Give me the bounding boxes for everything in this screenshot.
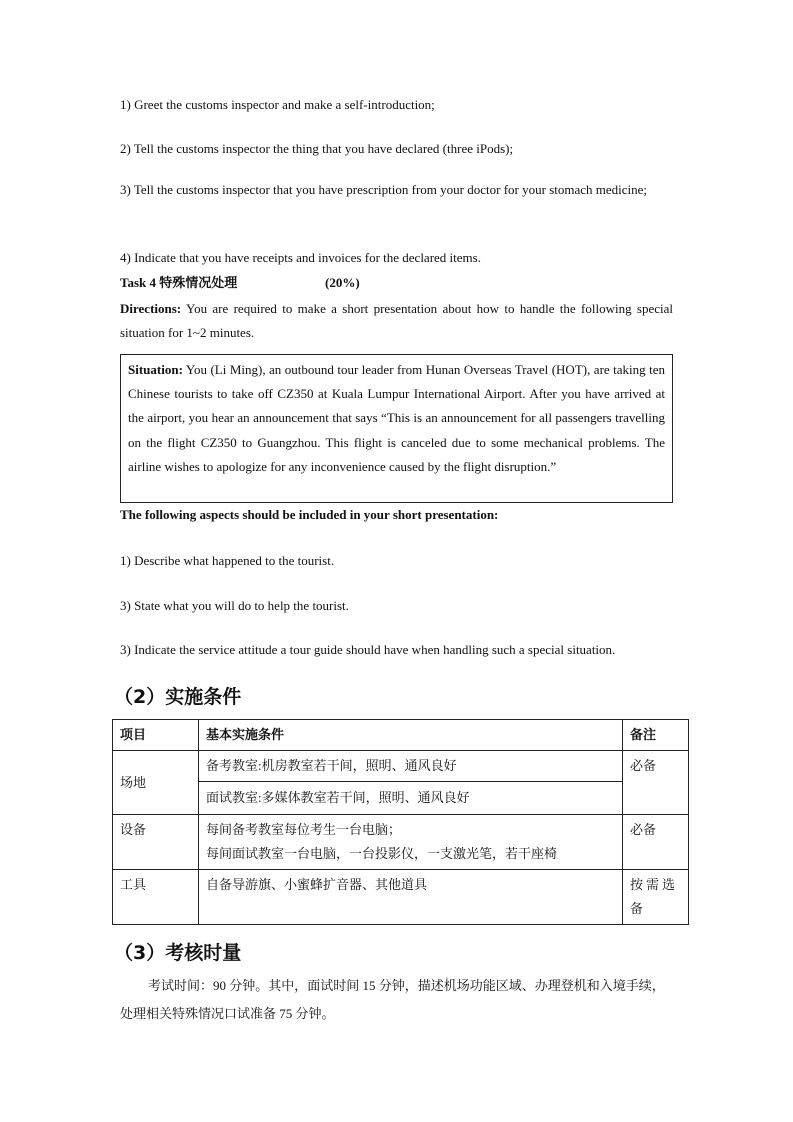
tools-label: 工具 (113, 870, 199, 925)
table-row (113, 751, 689, 782)
header-item: 项目 (113, 720, 199, 751)
aspect-2: 3) State what you will do to help the tourist. (120, 598, 349, 613)
table-row (113, 782, 689, 815)
header-conditions: 基本实施条件 (199, 720, 623, 751)
venue-note: 必备 (623, 751, 689, 815)
task4-weight: (20%) (325, 275, 360, 290)
venue-label: 场地 (113, 751, 199, 815)
section2-heading: （2）实施条件 (114, 686, 242, 708)
table-row (113, 870, 689, 925)
aspect-1: 1) Describe what happened to the tourist. (120, 553, 335, 568)
directions-text: You are required to make a short presentation about how to handle the following special situation for 1~2 minutes. (120, 301, 673, 340)
situation-box (120, 354, 673, 503)
equipment-lines (199, 815, 623, 870)
item-1: 1) Greet the customs inspector and make a self-introduction; (120, 97, 435, 112)
item-3: 3) Tell the customs inspector that you have prescription from your doctor for your stomach medicine; (120, 182, 648, 197)
tools-note: 按需选备 (623, 870, 689, 925)
task4-directions (120, 297, 673, 345)
equipment-label: 设备 (113, 815, 199, 870)
section3-heading: （3）考核时量 (114, 942, 242, 964)
situation-label: Situation: (128, 362, 183, 377)
equipment-line-1: 每间备考教室每位考生一台电脑； (206, 822, 402, 837)
venue-line-2: 面试教室:多媒体教室若干间，照明、通风良好 (199, 782, 623, 815)
header-note: 备注 (623, 720, 689, 751)
aspect-3: 3) Indicate the service attitude a tour guide should have when handling such a special situation. (120, 642, 616, 657)
table-row (113, 815, 689, 870)
tools-line-1: 自备导游旗、小蜜蜂扩音器、其他道具 (199, 870, 623, 925)
directions-label: Directions: (120, 301, 182, 316)
conditions-table (112, 719, 689, 925)
situation-text: You (Li Ming), an outbound tour leader from Hunan Overseas Travel (HOT), are taking ten Chinese tourists to take off CZ350 at Kuala Lumpur International Airport. After you have arrived at the airport, you hear an announcement that says “This is an announcement for all passengers travelling on the flight CZ350 to Guangzhou. This flight is canceled due to some mechanical problems. The airline wishes to apologize for any inconvenience caused by the flight disruption.” (128, 362, 665, 474)
task4-title: Task 4 特殊情况处理 (120, 275, 238, 290)
table-header-row (113, 720, 689, 751)
equipment-note: 必备 (623, 815, 689, 870)
venue-line-1: 备考教室:机房教室若干间，照明、通风良好 (199, 751, 623, 782)
equipment-line-2: 每间面试教室一台电脑，一台投影仪，一支激光笔，若干座椅 (206, 846, 558, 861)
item-4: 4) Indicate that you have receipts and invoices for the declared items. (120, 250, 481, 265)
aspects-heading: The following aspects should be included in your short presentation: (120, 507, 499, 522)
section3-text: 考试时间：90 分钟。其中，面试时间 15 分钟，描述机场功能区域、办理登机和入境手续，处理相关特殊情况口试准备 75 分钟。 (120, 978, 665, 1021)
item-2: 2) Tell the customs inspector the thing that you have declared (three iPods); (120, 141, 514, 156)
